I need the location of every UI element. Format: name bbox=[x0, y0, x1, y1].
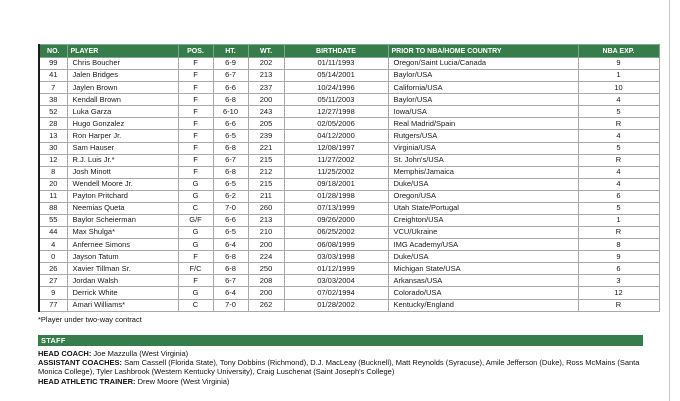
cell-ht: 6-6 bbox=[213, 82, 248, 94]
cell-exp: 9 bbox=[578, 58, 659, 70]
staff-role-label: HEAD COACH: bbox=[38, 348, 92, 358]
cell-wt: 210 bbox=[248, 227, 284, 239]
cell-ht: 6-8 bbox=[213, 263, 248, 275]
column-header-wt: WT. bbox=[248, 45, 284, 58]
column-header-prior: PRIOR TO NBA/HOME COUNTRY bbox=[388, 45, 578, 58]
table-row bbox=[39, 130, 659, 142]
cell-player: Xavier Tillman Sr. bbox=[67, 263, 178, 275]
cell-no: 28 bbox=[39, 118, 67, 130]
cell-wt: 215 bbox=[248, 154, 284, 166]
table-row bbox=[39, 190, 659, 202]
cell-birthdate: 06/25/2002 bbox=[284, 227, 388, 239]
cell-wt: 205 bbox=[248, 118, 284, 130]
cell-pos: C bbox=[178, 299, 213, 311]
roster-table bbox=[38, 44, 660, 312]
staff-names: Drew Moore (West Virginia) bbox=[135, 376, 230, 386]
cell-birthdate: 12/27/1998 bbox=[284, 106, 388, 118]
table-row bbox=[39, 215, 659, 227]
cell-player: Wendell Moore Jr. bbox=[67, 178, 178, 190]
cell-player: Baylor Scheierman bbox=[67, 215, 178, 227]
cell-ht: 6-5 bbox=[213, 178, 248, 190]
cell-player: Max Shulga* bbox=[67, 227, 178, 239]
cell-birthdate: 09/26/2000 bbox=[284, 215, 388, 227]
cell-exp: 1 bbox=[578, 70, 659, 82]
cell-ht: 6-4 bbox=[213, 239, 248, 251]
cell-birthdate: 03/03/1998 bbox=[284, 251, 388, 263]
staff-role-label: ASSISTANT COACHES: bbox=[38, 358, 123, 368]
cell-no: 30 bbox=[39, 142, 67, 154]
cell-exp: 6 bbox=[578, 263, 659, 275]
column-header-exp: NBA EXP. bbox=[578, 45, 659, 58]
cell-pos: F bbox=[178, 130, 213, 142]
cell-exp: 4 bbox=[578, 178, 659, 190]
cell-no: 41 bbox=[39, 70, 67, 82]
cell-exp: 5 bbox=[578, 142, 659, 154]
cell-prior: Baylor/USA bbox=[388, 70, 578, 82]
cell-ht: 6-8 bbox=[213, 251, 248, 263]
cell-birthdate: 02/05/2006 bbox=[284, 118, 388, 130]
cell-prior: Colorado/USA bbox=[388, 287, 578, 299]
cell-prior: Rutgers/USA bbox=[388, 130, 578, 142]
staff-names: Sam Cassell (Florida State), Tony Dobbins (Richmond), D.J. MacLeay (Bucknell), Matt Reynolds (Syracuse), Amile Jefferson (Duke), Ross McMains (Santa Monica College), Tyler Lashbrook (Western Kentucky University), Craig Luschenat (Saint Joseph's College) bbox=[38, 358, 640, 377]
cell-prior: Arkansas/USA bbox=[388, 275, 578, 287]
table-row bbox=[39, 178, 659, 190]
table-row bbox=[39, 94, 659, 106]
staff-role-label: HEAD ATHLETIC TRAINER: bbox=[38, 376, 136, 386]
staff-entry bbox=[38, 349, 652, 358]
cell-prior: Baylor/USA bbox=[388, 94, 578, 106]
cell-no: 11 bbox=[39, 190, 67, 202]
cell-ht: 6-5 bbox=[213, 130, 248, 142]
cell-wt: 262 bbox=[248, 299, 284, 311]
cell-wt: 208 bbox=[248, 275, 284, 287]
cell-prior: Duke/USA bbox=[388, 251, 578, 263]
table-row bbox=[39, 154, 659, 166]
table-row bbox=[39, 263, 659, 275]
cell-pos: G bbox=[178, 190, 213, 202]
cell-pos: F bbox=[178, 154, 213, 166]
cell-no: 44 bbox=[39, 227, 67, 239]
cell-player: Hugo Gonzalez bbox=[67, 118, 178, 130]
cell-birthdate: 11/27/2002 bbox=[284, 154, 388, 166]
cell-birthdate: 06/08/1999 bbox=[284, 239, 388, 251]
cell-birthdate: 01/12/1999 bbox=[284, 263, 388, 275]
table-header-row bbox=[39, 45, 659, 58]
cell-no: 52 bbox=[39, 106, 67, 118]
cell-wt: 221 bbox=[248, 142, 284, 154]
cell-exp: 4 bbox=[578, 166, 659, 178]
table-row bbox=[39, 118, 659, 130]
cell-wt: 239 bbox=[248, 130, 284, 142]
cell-wt: 215 bbox=[248, 178, 284, 190]
cell-prior: Utah State/Portugal bbox=[388, 202, 578, 214]
cell-player: R.J. Luis Jr.* bbox=[67, 154, 178, 166]
roster-content bbox=[38, 44, 660, 386]
cell-wt: 202 bbox=[248, 58, 284, 70]
table-row bbox=[39, 227, 659, 239]
cell-exp: R bbox=[578, 299, 659, 311]
cell-no: 0 bbox=[39, 251, 67, 263]
cell-birthdate: 04/12/2000 bbox=[284, 130, 388, 142]
cell-ht: 6-7 bbox=[213, 275, 248, 287]
cell-prior: Oregon/Saint Lucia/Canada bbox=[388, 58, 578, 70]
cell-player: Jalen Bridges bbox=[67, 70, 178, 82]
cell-player: Luka Garza bbox=[67, 106, 178, 118]
cell-prior: IMG Academy/USA bbox=[388, 239, 578, 251]
cell-pos: G bbox=[178, 178, 213, 190]
cell-player: Josh Minott bbox=[67, 166, 178, 178]
cell-wt: 260 bbox=[248, 202, 284, 214]
cell-no: 88 bbox=[39, 202, 67, 214]
cell-wt: 200 bbox=[248, 287, 284, 299]
cell-exp: 3 bbox=[578, 275, 659, 287]
cell-pos: F bbox=[178, 82, 213, 94]
staff-names: Joe Mazzulla (West Virginia) bbox=[91, 348, 189, 358]
cell-exp: R bbox=[578, 227, 659, 239]
cell-player: Chris Boucher bbox=[67, 58, 178, 70]
cell-player: Neemias Queta bbox=[67, 202, 178, 214]
cell-pos: F bbox=[178, 58, 213, 70]
cell-ht: 7-0 bbox=[213, 202, 248, 214]
cell-birthdate: 01/11/1993 bbox=[284, 58, 388, 70]
cell-pos: G bbox=[178, 227, 213, 239]
cell-exp: 10 bbox=[578, 82, 659, 94]
table-row bbox=[39, 82, 659, 94]
cell-wt: 213 bbox=[248, 215, 284, 227]
cell-pos: F bbox=[178, 275, 213, 287]
cell-wt: 224 bbox=[248, 251, 284, 263]
cell-prior: Real Madrid/Spain bbox=[388, 118, 578, 130]
cell-prior: Kentucky/England bbox=[388, 299, 578, 311]
cell-birthdate: 03/03/2004 bbox=[284, 275, 388, 287]
cell-exp: 4 bbox=[578, 94, 659, 106]
cell-ht: 6-7 bbox=[213, 70, 248, 82]
table-row bbox=[39, 142, 659, 154]
cell-ht: 6-7 bbox=[213, 154, 248, 166]
cell-wt: 212 bbox=[248, 166, 284, 178]
cell-exp: 5 bbox=[578, 202, 659, 214]
cell-ht: 6-8 bbox=[213, 166, 248, 178]
cell-pos: F bbox=[178, 251, 213, 263]
cell-prior: St. John's/USA bbox=[388, 154, 578, 166]
cell-ht: 6-9 bbox=[213, 58, 248, 70]
cell-player: Ron Harper Jr. bbox=[67, 130, 178, 142]
cell-player: Jordan Walsh bbox=[67, 275, 178, 287]
cell-exp: 12 bbox=[578, 287, 659, 299]
column-header-player: PLAYER bbox=[67, 45, 178, 58]
cell-pos: F bbox=[178, 166, 213, 178]
cell-no: 4 bbox=[39, 239, 67, 251]
cell-birthdate: 01/28/1998 bbox=[284, 190, 388, 202]
cell-exp: R bbox=[578, 154, 659, 166]
cell-pos: F bbox=[178, 106, 213, 118]
column-header-pos: POS. bbox=[178, 45, 213, 58]
cell-exp: 8 bbox=[578, 239, 659, 251]
cell-pos: G/F bbox=[178, 215, 213, 227]
cell-prior: Iowa/USA bbox=[388, 106, 578, 118]
staff-list bbox=[38, 349, 652, 387]
cell-prior: California/USA bbox=[388, 82, 578, 94]
cell-wt: 250 bbox=[248, 263, 284, 275]
cell-birthdate: 09/18/2001 bbox=[284, 178, 388, 190]
cell-player: Jayson Tatum bbox=[67, 251, 178, 263]
cell-wt: 211 bbox=[248, 190, 284, 202]
cell-no: 7 bbox=[39, 82, 67, 94]
cell-player: Payton Pritchard bbox=[67, 190, 178, 202]
table-row bbox=[39, 275, 659, 287]
cell-no: 20 bbox=[39, 178, 67, 190]
cell-wt: 213 bbox=[248, 70, 284, 82]
cell-ht: 6-8 bbox=[213, 94, 248, 106]
cell-player: Sam Hauser bbox=[67, 142, 178, 154]
cell-birthdate: 11/25/2002 bbox=[284, 166, 388, 178]
cell-exp: 4 bbox=[578, 130, 659, 142]
cell-exp: 1 bbox=[578, 215, 659, 227]
cell-exp: 5 bbox=[578, 106, 659, 118]
cell-prior: Oregon/USA bbox=[388, 190, 578, 202]
cell-wt: 243 bbox=[248, 106, 284, 118]
cell-ht: 6-10 bbox=[213, 106, 248, 118]
table-row bbox=[39, 299, 659, 311]
cell-birthdate: 07/13/1999 bbox=[284, 202, 388, 214]
cell-ht: 6-4 bbox=[213, 287, 248, 299]
two-way-footnote: *Player under two-way contract bbox=[38, 314, 142, 324]
cell-wt: 200 bbox=[248, 239, 284, 251]
cell-pos: G bbox=[178, 287, 213, 299]
cell-pos: F bbox=[178, 118, 213, 130]
cell-player: Derrick White bbox=[67, 287, 178, 299]
cell-no: 8 bbox=[39, 166, 67, 178]
page-edge-line bbox=[669, 0, 670, 401]
table-row bbox=[39, 287, 659, 299]
cell-pos: F/C bbox=[178, 263, 213, 275]
cell-no: 55 bbox=[39, 215, 67, 227]
cell-wt: 200 bbox=[248, 94, 284, 106]
cell-pos: F bbox=[178, 142, 213, 154]
cell-prior: Michigan State/USA bbox=[388, 263, 578, 275]
cell-prior: Memphis/Jamaica bbox=[388, 166, 578, 178]
cell-player: Anfernee Simons bbox=[67, 239, 178, 251]
cell-birthdate: 12/08/1997 bbox=[284, 142, 388, 154]
cell-prior: Virginia/USA bbox=[388, 142, 578, 154]
cell-birthdate: 01/28/2002 bbox=[284, 299, 388, 311]
cell-exp: R bbox=[578, 118, 659, 130]
table-row bbox=[39, 106, 659, 118]
cell-no: 27 bbox=[39, 275, 67, 287]
cell-prior: Creighton/USA bbox=[388, 215, 578, 227]
cell-no: 99 bbox=[39, 58, 67, 70]
staff-entry bbox=[38, 358, 652, 377]
cell-exp: 6 bbox=[578, 190, 659, 202]
cell-birthdate: 05/11/2003 bbox=[284, 94, 388, 106]
table-row bbox=[39, 70, 659, 82]
cell-prior: VCU/Ukraine bbox=[388, 227, 578, 239]
cell-wt: 237 bbox=[248, 82, 284, 94]
cell-no: 26 bbox=[39, 263, 67, 275]
cell-ht: 6-6 bbox=[213, 118, 248, 130]
table-row bbox=[39, 239, 659, 251]
cell-ht: 7-0 bbox=[213, 299, 248, 311]
cell-exp: 9 bbox=[578, 251, 659, 263]
column-header-birthdate: BIRTHDATE bbox=[284, 45, 388, 58]
cell-birthdate: 07/02/1994 bbox=[284, 287, 388, 299]
cell-ht: 6-8 bbox=[213, 142, 248, 154]
cell-birthdate: 05/14/2001 bbox=[284, 70, 388, 82]
table-row bbox=[39, 202, 659, 214]
cell-player: Amari Williams* bbox=[67, 299, 178, 311]
cell-no: 12 bbox=[39, 154, 67, 166]
cell-ht: 6-2 bbox=[213, 190, 248, 202]
table-row bbox=[39, 58, 659, 70]
cell-ht: 6-5 bbox=[213, 227, 248, 239]
cell-no: 13 bbox=[39, 130, 67, 142]
cell-player: Jaylen Brown bbox=[67, 82, 178, 94]
cell-pos: F bbox=[178, 70, 213, 82]
table-row bbox=[39, 251, 659, 263]
cell-pos: G bbox=[178, 239, 213, 251]
staff-entry bbox=[38, 377, 652, 386]
cell-birthdate: 10/24/1996 bbox=[284, 82, 388, 94]
roster-table-body bbox=[39, 58, 659, 312]
staff-section-header: STAFF bbox=[38, 335, 643, 346]
cell-no: 9 bbox=[39, 287, 67, 299]
cell-no: 77 bbox=[39, 299, 67, 311]
cell-no: 38 bbox=[39, 94, 67, 106]
cell-pos: F bbox=[178, 94, 213, 106]
table-row bbox=[39, 166, 659, 178]
cell-prior: Duke/USA bbox=[388, 178, 578, 190]
cell-player: Kendall Brown bbox=[67, 94, 178, 106]
column-header-ht: HT. bbox=[213, 45, 248, 58]
cell-pos: C bbox=[178, 202, 213, 214]
column-header-no: NO. bbox=[39, 45, 67, 58]
cell-ht: 6-6 bbox=[213, 215, 248, 227]
